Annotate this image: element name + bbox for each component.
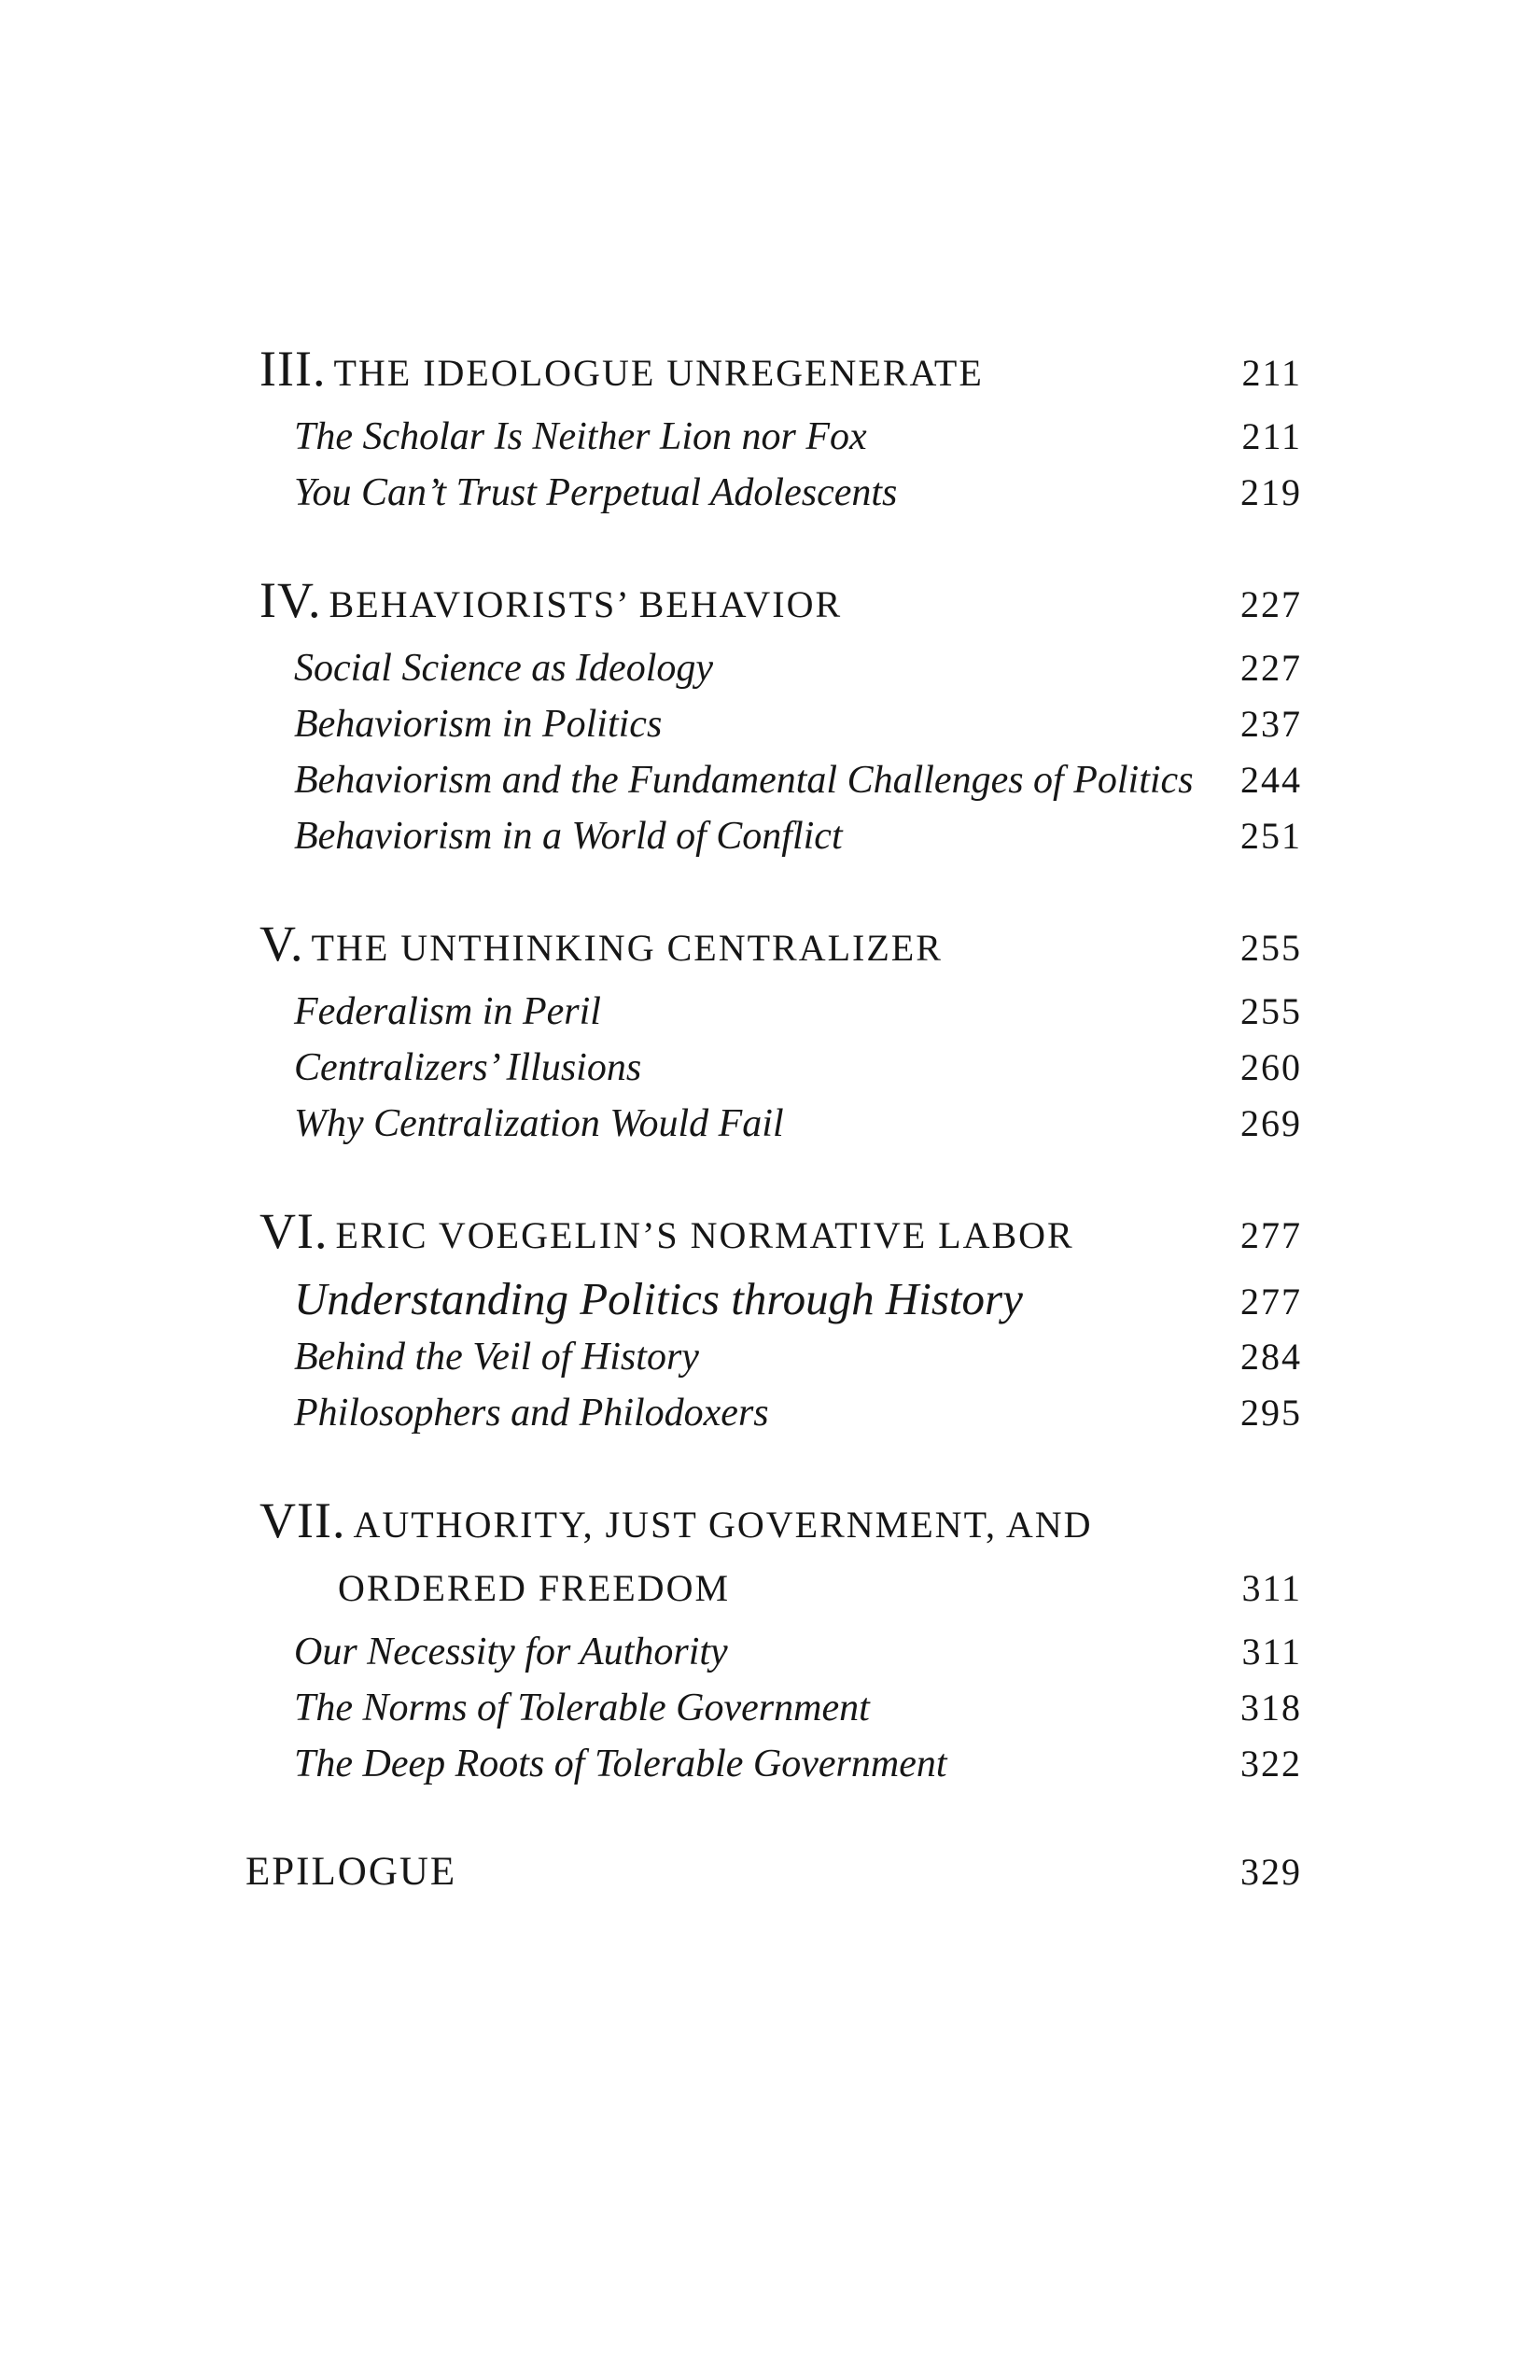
page-number: 311 bbox=[1241, 1567, 1302, 1609]
page-number: 277 bbox=[1240, 1281, 1302, 1323]
subsection-title: The Deep Roots of Tolerable Government bbox=[294, 1743, 947, 1785]
page-number: 284 bbox=[1240, 1336, 1302, 1378]
chapter-heading-title bbox=[245, 1493, 1093, 1561]
toc-entry-subsection bbox=[245, 752, 1302, 808]
subsection-title: You Can’t Trust Perpetual Adolescents bbox=[294, 471, 898, 514]
page-number: 277 bbox=[1240, 1214, 1302, 1256]
toc-entry-chapter-heading bbox=[245, 1204, 1302, 1271]
subsection-title: Federalism in Peril bbox=[294, 990, 601, 1033]
toc-entry-subsection bbox=[245, 1329, 1302, 1385]
page-number: 211 bbox=[1241, 352, 1302, 394]
chapter-numeral: V. bbox=[259, 916, 304, 972]
subsection-title: Behind the Veil of History bbox=[294, 1336, 699, 1379]
page-number: 311 bbox=[1241, 1631, 1302, 1673]
subsection-title: Behaviorism in a World of Conflict bbox=[294, 815, 843, 858]
chapter-title-text: ORDERED FREEDOM bbox=[338, 1567, 731, 1609]
page-number: 329 bbox=[1240, 1851, 1302, 1893]
page-number: 260 bbox=[1240, 1046, 1302, 1088]
toc-entry-backmatter bbox=[245, 1844, 1302, 1899]
chapter-heading-title bbox=[245, 1204, 1074, 1271]
chapter-title-text: AUTHORITY, JUST GOVERNMENT, AND bbox=[353, 1504, 1093, 1546]
chapter-numeral: IV. bbox=[259, 572, 322, 628]
toc-entry-chapter-heading-continuation bbox=[245, 1561, 1302, 1624]
chapter-title-text: BEHAVIORISTS’ BEHAVIOR bbox=[329, 583, 843, 625]
subsection-title: Centralizers’ Illusions bbox=[294, 1046, 642, 1089]
page-number: 237 bbox=[1240, 703, 1302, 745]
chapter-heading-title bbox=[245, 342, 984, 409]
subsection-title: Why Centralization Would Fail bbox=[294, 1102, 784, 1145]
toc-entry-chapter-heading bbox=[245, 917, 1302, 984]
toc-entry-subsection bbox=[245, 409, 1302, 465]
toc-entry-subsection bbox=[245, 1096, 1302, 1152]
page-number: 227 bbox=[1240, 583, 1302, 625]
toc-entry-subsection bbox=[245, 1271, 1302, 1329]
subsection-title: Behaviorism in Politics bbox=[294, 703, 663, 746]
chapter-title-text: ERIC VOEGELIN’S NORMATIVE LABOR bbox=[335, 1214, 1074, 1256]
table-of-contents bbox=[245, 342, 1302, 1899]
chapter-numeral: VI. bbox=[259, 1203, 329, 1259]
toc-entry-chapter-heading bbox=[245, 1493, 1302, 1561]
page-number: 251 bbox=[1240, 815, 1302, 857]
page-number: 227 bbox=[1240, 647, 1302, 689]
toc-entry-subsection bbox=[245, 696, 1302, 752]
page-number: 219 bbox=[1240, 471, 1302, 513]
page-number: 255 bbox=[1240, 990, 1302, 1032]
toc-entry-subsection bbox=[245, 1624, 1302, 1680]
toc-entry-subsection bbox=[245, 1680, 1302, 1736]
toc-entry-subsection bbox=[245, 640, 1302, 696]
page-number: 318 bbox=[1240, 1687, 1302, 1729]
page-number: 255 bbox=[1240, 927, 1302, 969]
page-number: 244 bbox=[1240, 759, 1302, 801]
chapter-title-text: THE IDEOLOGUE UNREGENERATE bbox=[333, 352, 984, 394]
page-number: 211 bbox=[1241, 415, 1302, 457]
chapter-numeral: VII. bbox=[259, 1492, 346, 1548]
chapter-title-text: THE UNTHINKING CENTRALIZER bbox=[311, 927, 943, 969]
subsection-title: Our Necessity for Authority bbox=[294, 1631, 728, 1673]
chapter-heading-continuation-title bbox=[245, 1561, 730, 1624]
chapter-numeral: III. bbox=[259, 341, 327, 397]
chapter-heading-title bbox=[245, 917, 943, 984]
subsection-title: The Scholar Is Neither Lion nor Fox bbox=[294, 415, 867, 458]
toc-entry-subsection bbox=[245, 1736, 1302, 1792]
page-number: 322 bbox=[1240, 1743, 1302, 1785]
toc-entry-subsection bbox=[245, 1385, 1302, 1441]
toc-entry-chapter-heading bbox=[245, 573, 1302, 640]
page-number: 295 bbox=[1240, 1392, 1302, 1434]
toc-entry-subsection bbox=[245, 465, 1302, 521]
subsection-title: Social Science as Ideology bbox=[294, 647, 713, 690]
subsection-title: Understanding Politics through History bbox=[294, 1273, 1023, 1324]
subsection-title: Behaviorism and the Fundamental Challenges of Politics bbox=[294, 759, 1194, 802]
toc-entry-chapter-heading bbox=[245, 342, 1302, 409]
subsection-title: The Norms of Tolerable Government bbox=[294, 1687, 870, 1729]
toc-entry-subsection bbox=[245, 984, 1302, 1040]
toc-entry-subsection bbox=[245, 808, 1302, 864]
subsection-title: Philosophers and Philodoxers bbox=[294, 1392, 769, 1435]
toc-entry-subsection bbox=[245, 1040, 1302, 1096]
backmatter-title: EPILOGUE bbox=[245, 1850, 457, 1894]
page-number: 269 bbox=[1240, 1102, 1302, 1144]
chapter-heading-title bbox=[245, 573, 842, 640]
